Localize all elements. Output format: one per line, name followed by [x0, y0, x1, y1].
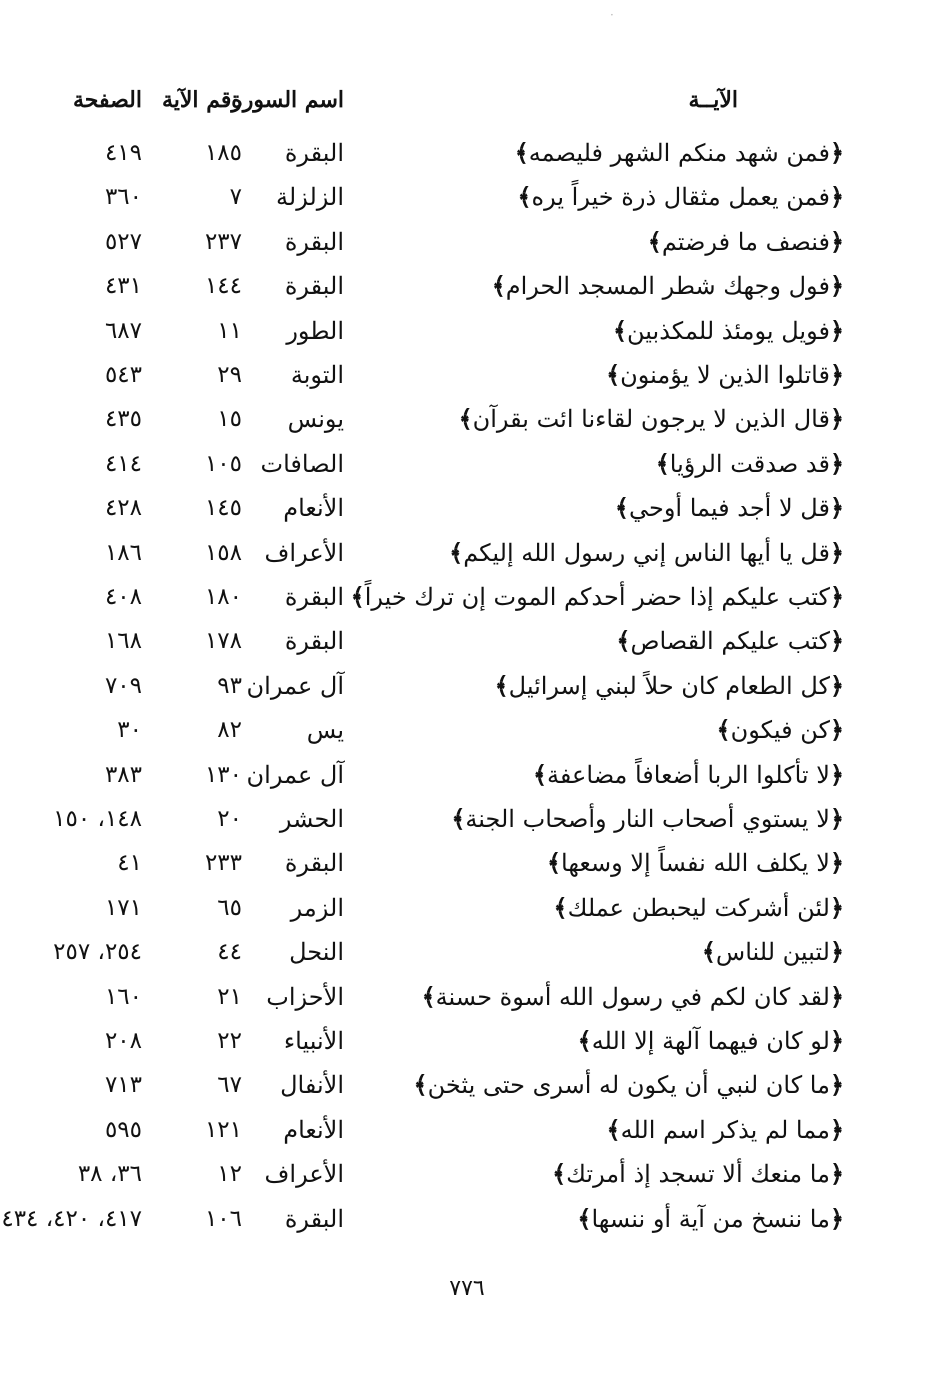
- page-ref: ٤٣٥: [104, 406, 142, 433]
- surah-name: البقرة: [284, 272, 344, 301]
- ayah-words: ما ننسخ من آية أو ننسها: [591, 1204, 830, 1233]
- ayah-words: فويل يومئذ للمكذبين: [627, 316, 830, 345]
- table-row: [0, 886, 934, 930]
- ayah-text: [422, 975, 844, 1019]
- bracket-open: ﴿: [829, 138, 844, 167]
- bracket-close: ﴾: [552, 1159, 567, 1189]
- ayah-words: ما كان لنبي أن يكون له أسرى حتى يثخن: [427, 1071, 830, 1100]
- bracket-close: ﴾: [546, 848, 562, 878]
- bracket-close: ﴾: [458, 404, 473, 434]
- bracket-open: ﴿: [829, 1070, 844, 1100]
- header-surah: اسم السورة: [231, 87, 344, 113]
- bracket-close: ﴾: [577, 1026, 592, 1055]
- table-row: [0, 975, 934, 1019]
- ayah-text: [702, 930, 844, 974]
- table-row: [0, 797, 934, 841]
- ayah-number: ٨٢: [217, 717, 242, 744]
- bracket-close: ﴾: [350, 582, 365, 611]
- bracket-open: ﴿: [829, 937, 844, 967]
- table-header: [0, 78, 934, 122]
- ayah-number: ١٢١: [204, 1116, 242, 1143]
- surah-name: البقرة: [284, 583, 344, 611]
- table-row: [0, 486, 934, 530]
- bracket-close: ﴾: [701, 937, 716, 967]
- page-ref: ١٧١: [104, 894, 142, 921]
- table-row: [0, 309, 934, 353]
- bracket-close: ﴾: [606, 360, 621, 389]
- table-row: [0, 1063, 934, 1107]
- ayah-words: لتبين للناس: [715, 938, 830, 967]
- ayah-number: ١٢: [217, 1161, 242, 1188]
- ayah-words: لئن أشركت ليحبطن عملك: [567, 893, 830, 922]
- surah-name: البقرة: [284, 1204, 344, 1233]
- ayah-text: [554, 886, 844, 930]
- table-row: [0, 1197, 934, 1241]
- bracket-open: ﴿: [829, 1026, 844, 1055]
- bracket-close: ﴾: [614, 493, 629, 523]
- ayah-text: [495, 664, 844, 708]
- bracket-close: ﴾: [716, 715, 731, 745]
- bracket-close: ﴾: [491, 271, 506, 301]
- ayah-text: [577, 1197, 844, 1241]
- table-row: [0, 131, 934, 175]
- table-row: [0, 708, 934, 752]
- bracket-open: ﴿: [829, 981, 844, 1011]
- ayah-text: [451, 797, 844, 841]
- bracket-close: ﴾: [449, 537, 464, 567]
- bracket-open: ﴿: [829, 448, 844, 478]
- ayah-number: ١٧٨: [204, 628, 242, 655]
- ayah-number: ٧: [229, 184, 242, 211]
- ayah-text: [717, 708, 844, 752]
- ayah-words: لا يكلف الله نفساً إلا وسعها: [561, 849, 830, 878]
- ayah-words: كتب عليكم إذا حضر أحدكم الموت إن ترك خيراً: [364, 583, 830, 611]
- page-ref: ٢٥٤، ٢٥٧: [53, 939, 142, 966]
- ayah-words: قل لا أجد فيما أوحي: [628, 494, 830, 523]
- bracket-close: ﴾: [577, 1203, 592, 1233]
- ayah-number: ٢٩: [217, 362, 242, 388]
- ayah-number: ١٠٦: [204, 1205, 242, 1232]
- page-ref: ٦٨٧: [104, 317, 142, 344]
- bracket-close: ﴾: [606, 1114, 621, 1144]
- bracket-open: ﴿: [829, 537, 844, 567]
- bracket-open: ﴿: [829, 404, 844, 434]
- ayah-text: [607, 1108, 844, 1152]
- page-ref: ٤٠٨: [104, 584, 142, 610]
- table-row: [0, 664, 934, 708]
- ayah-number: ١٤٥: [204, 495, 242, 522]
- surah-name: البقرة: [284, 627, 344, 656]
- ayah-number: ٢٣٣: [204, 850, 242, 877]
- table-row: [0, 619, 934, 663]
- table-row: [0, 841, 934, 885]
- bracket-open: ﴿: [829, 582, 844, 611]
- table-row: [0, 442, 934, 486]
- page-ref: ٥٤٣: [104, 362, 142, 388]
- table-row: [0, 175, 934, 219]
- ayah-number: ٢٢: [217, 1028, 242, 1054]
- surah-name: البقرة: [284, 227, 344, 256]
- table-row: [0, 264, 934, 308]
- page-ref: ٤٣١: [104, 273, 142, 300]
- page-ref: ٣٨٣: [104, 761, 142, 788]
- bracket-open: ﴿: [829, 759, 844, 789]
- ayah-number: ٦٥: [217, 894, 242, 921]
- bracket-close: ﴾: [616, 626, 631, 656]
- surah-name: الأعراف: [264, 1160, 344, 1189]
- ayah-number: ٢١: [217, 983, 242, 1010]
- surah-name: آل عمران: [246, 760, 344, 789]
- ayah-number: ١١: [217, 317, 242, 344]
- bracket-open: ﴿: [829, 315, 844, 345]
- page-ref: ٤١٤: [104, 450, 142, 477]
- bracket-open: ﴿: [829, 1114, 844, 1144]
- bracket-close: ﴾: [532, 759, 548, 789]
- ayah-words: فمن شهد منكم الشهر فليصمه: [528, 139, 830, 167]
- ayah-text: [606, 353, 844, 397]
- table-row: [0, 1152, 934, 1196]
- ayah-words: فول وجهك شطر المسجد الحرام: [505, 272, 830, 301]
- surah-name: الأنفال: [280, 1071, 344, 1100]
- surah-name: الأعراف: [264, 538, 344, 567]
- surah-name: الصافات: [260, 449, 344, 478]
- ayah-number: ٢٠: [217, 806, 242, 832]
- bracket-open: ﴿: [829, 626, 844, 656]
- surah-name: البقرة: [284, 849, 344, 878]
- surah-name: الأنعام: [283, 1115, 344, 1144]
- ayah-text: [351, 575, 844, 619]
- ayah-words: لا تأكلوا الربا أضعافاً مضاعفة: [547, 760, 830, 789]
- surah-name: الزلزلة: [276, 183, 344, 212]
- ayah-words: قال الذين لا يرجون لقاءنا ائت بقرآن: [472, 405, 830, 434]
- surah-name: الأنعام: [283, 494, 344, 523]
- page-ref: ٣٦، ٣٨: [77, 1161, 142, 1188]
- page-ref: ٤٢٨: [104, 495, 142, 522]
- ayah-words: لقد كان لكم في رسول الله أسوة حسنة: [435, 982, 830, 1011]
- header-ayah: الآيــة: [688, 87, 738, 113]
- bracket-open: ﴿: [829, 182, 844, 212]
- ayah-number: ٦٧: [217, 1072, 242, 1099]
- bracket-open: ﴿: [829, 892, 844, 922]
- ayah-text: [547, 841, 844, 885]
- bracket-close: ﴾: [451, 804, 466, 833]
- ayah-text: [613, 309, 844, 353]
- table-row: [0, 220, 934, 264]
- ayah-text: [616, 619, 844, 663]
- page-ref: ١٦٨: [104, 628, 142, 655]
- ayah-words: كتب عليكم القصاص: [630, 627, 830, 656]
- bracket-open: ﴿: [829, 493, 844, 523]
- surah-name: يس: [306, 716, 344, 745]
- ayah-text: [492, 264, 844, 308]
- page-ref: ١٨٦: [104, 539, 142, 566]
- ayah-text: [578, 1019, 844, 1063]
- header-ayah-number: رقم الآية: [161, 87, 242, 113]
- ayah-number: ١٨٥: [204, 140, 242, 166]
- surah-name: يونس: [287, 405, 344, 434]
- header-page: الصفحة: [72, 87, 142, 113]
- ayah-number: ١٤٤: [204, 273, 242, 300]
- ayah-number: ١٠٥: [204, 450, 242, 477]
- surah-name: الطور: [286, 316, 344, 345]
- ayah-text: [656, 442, 844, 486]
- ayah-text: [552, 1152, 844, 1196]
- page-number: ٧٧٦: [449, 1276, 485, 1301]
- ayah-words: ما منعك ألا تسجد إذ أمرتك: [566, 1160, 830, 1189]
- ayah-number: ١٨٠: [204, 584, 242, 610]
- ayah-words: فمن يعمل مثقال ذرة خيراً يره: [531, 183, 830, 212]
- surah-name: الحشر: [279, 805, 344, 833]
- bracket-open: ﴿: [829, 360, 844, 389]
- ayah-text: [615, 486, 844, 530]
- bracket-open: ﴿: [829, 1203, 844, 1233]
- ayah-text: [414, 1063, 845, 1107]
- table-row: [0, 575, 934, 619]
- bracket-close: ﴾: [612, 315, 627, 345]
- bracket-close: ﴾: [494, 670, 509, 700]
- page-ref: ٤١٩: [104, 140, 142, 166]
- page-ref: ٢٠٨: [104, 1028, 142, 1054]
- ayah-words: قد صدقت الرؤيا: [669, 449, 830, 478]
- bracket-close: ﴾: [655, 448, 670, 478]
- surah-name: الأنبياء: [283, 1027, 344, 1055]
- table-row: [0, 1108, 934, 1152]
- bracket-close: ﴾: [514, 138, 529, 167]
- table-row: [0, 353, 934, 397]
- bracket-open: ﴿: [829, 1159, 844, 1189]
- bracket-open: ﴿: [829, 848, 844, 878]
- surah-name: آل عمران: [246, 671, 344, 700]
- surah-name: النحل: [289, 938, 344, 967]
- ayah-text: [459, 397, 844, 441]
- ayah-text: [648, 220, 844, 264]
- page-ref: ٣٦٠: [104, 184, 142, 211]
- ayah-number: ١٥٨: [204, 539, 242, 566]
- surah-name: البقرة: [284, 139, 344, 167]
- table-row: [0, 531, 934, 575]
- ayah-words: كل الطعام كان حلاً لبني إسرائيل: [508, 671, 830, 700]
- table-row: [0, 753, 934, 797]
- ayah-words: قل يا أيها الناس إني رسول الله إليكم: [463, 538, 830, 567]
- page-ref: ٧١٣: [104, 1072, 142, 1099]
- bracket-open: ﴿: [829, 715, 844, 745]
- page-ref: ٤١٧، ٤٢٠، ٤٣٤: [1, 1205, 142, 1232]
- ayah-number: ١٥: [217, 406, 242, 433]
- ayah-words: قاتلوا الذين لا يؤمنون: [620, 361, 830, 389]
- ayah-text: [449, 531, 844, 575]
- bracket-close: ﴾: [553, 892, 568, 922]
- page-ref: ٣٠: [117, 717, 142, 744]
- ayah-text: [515, 131, 844, 175]
- bracket-close: ﴾: [647, 226, 662, 256]
- page-ref: ١٦٠: [104, 983, 142, 1010]
- page-ref: ٥٢٧: [104, 228, 142, 255]
- ayah-words: فنصف ما فرضتم: [661, 227, 830, 256]
- bracket-close: ﴾: [517, 182, 532, 212]
- page-ref: ١٤٨، ١٥٠: [53, 806, 142, 832]
- ayah-words: كن فيكون: [730, 716, 830, 745]
- ayah-number: ٤٤: [217, 939, 242, 966]
- ayah-number: ٩٣: [217, 672, 242, 699]
- ayah-text: [533, 753, 844, 797]
- surah-name: الزمر: [290, 893, 344, 922]
- bracket-close: ﴾: [413, 1070, 428, 1100]
- bracket-open: ﴿: [829, 271, 844, 301]
- bracket-open: ﴿: [829, 670, 844, 700]
- scan-mark: ·: [610, 8, 614, 22]
- table-row: [0, 930, 934, 974]
- page-ref: ٤١: [117, 850, 142, 877]
- table-row: [0, 397, 934, 441]
- ayah-number: ٢٣٧: [204, 228, 242, 255]
- ayah-words: لا يستوي أصحاب النار وأصحاب الجنة: [465, 805, 830, 833]
- surah-name: الأحزاب: [266, 982, 344, 1011]
- ayah-words: مما لم يذكر اسم الله: [620, 1115, 830, 1144]
- ayah-number: ١٣٠: [204, 761, 242, 788]
- bracket-open: ﴿: [829, 226, 844, 256]
- bracket-open: ﴿: [829, 804, 844, 833]
- table-row: [0, 1019, 934, 1063]
- surah-name: التوبة: [290, 361, 344, 389]
- page-ref: ٧٠٩: [104, 672, 142, 699]
- bracket-close: ﴾: [421, 981, 436, 1011]
- ayah-text: [517, 175, 844, 219]
- ayah-words: لو كان فيهما آلهة إلا الله: [591, 1027, 830, 1055]
- page-ref: ٥٩٥: [104, 1116, 142, 1143]
